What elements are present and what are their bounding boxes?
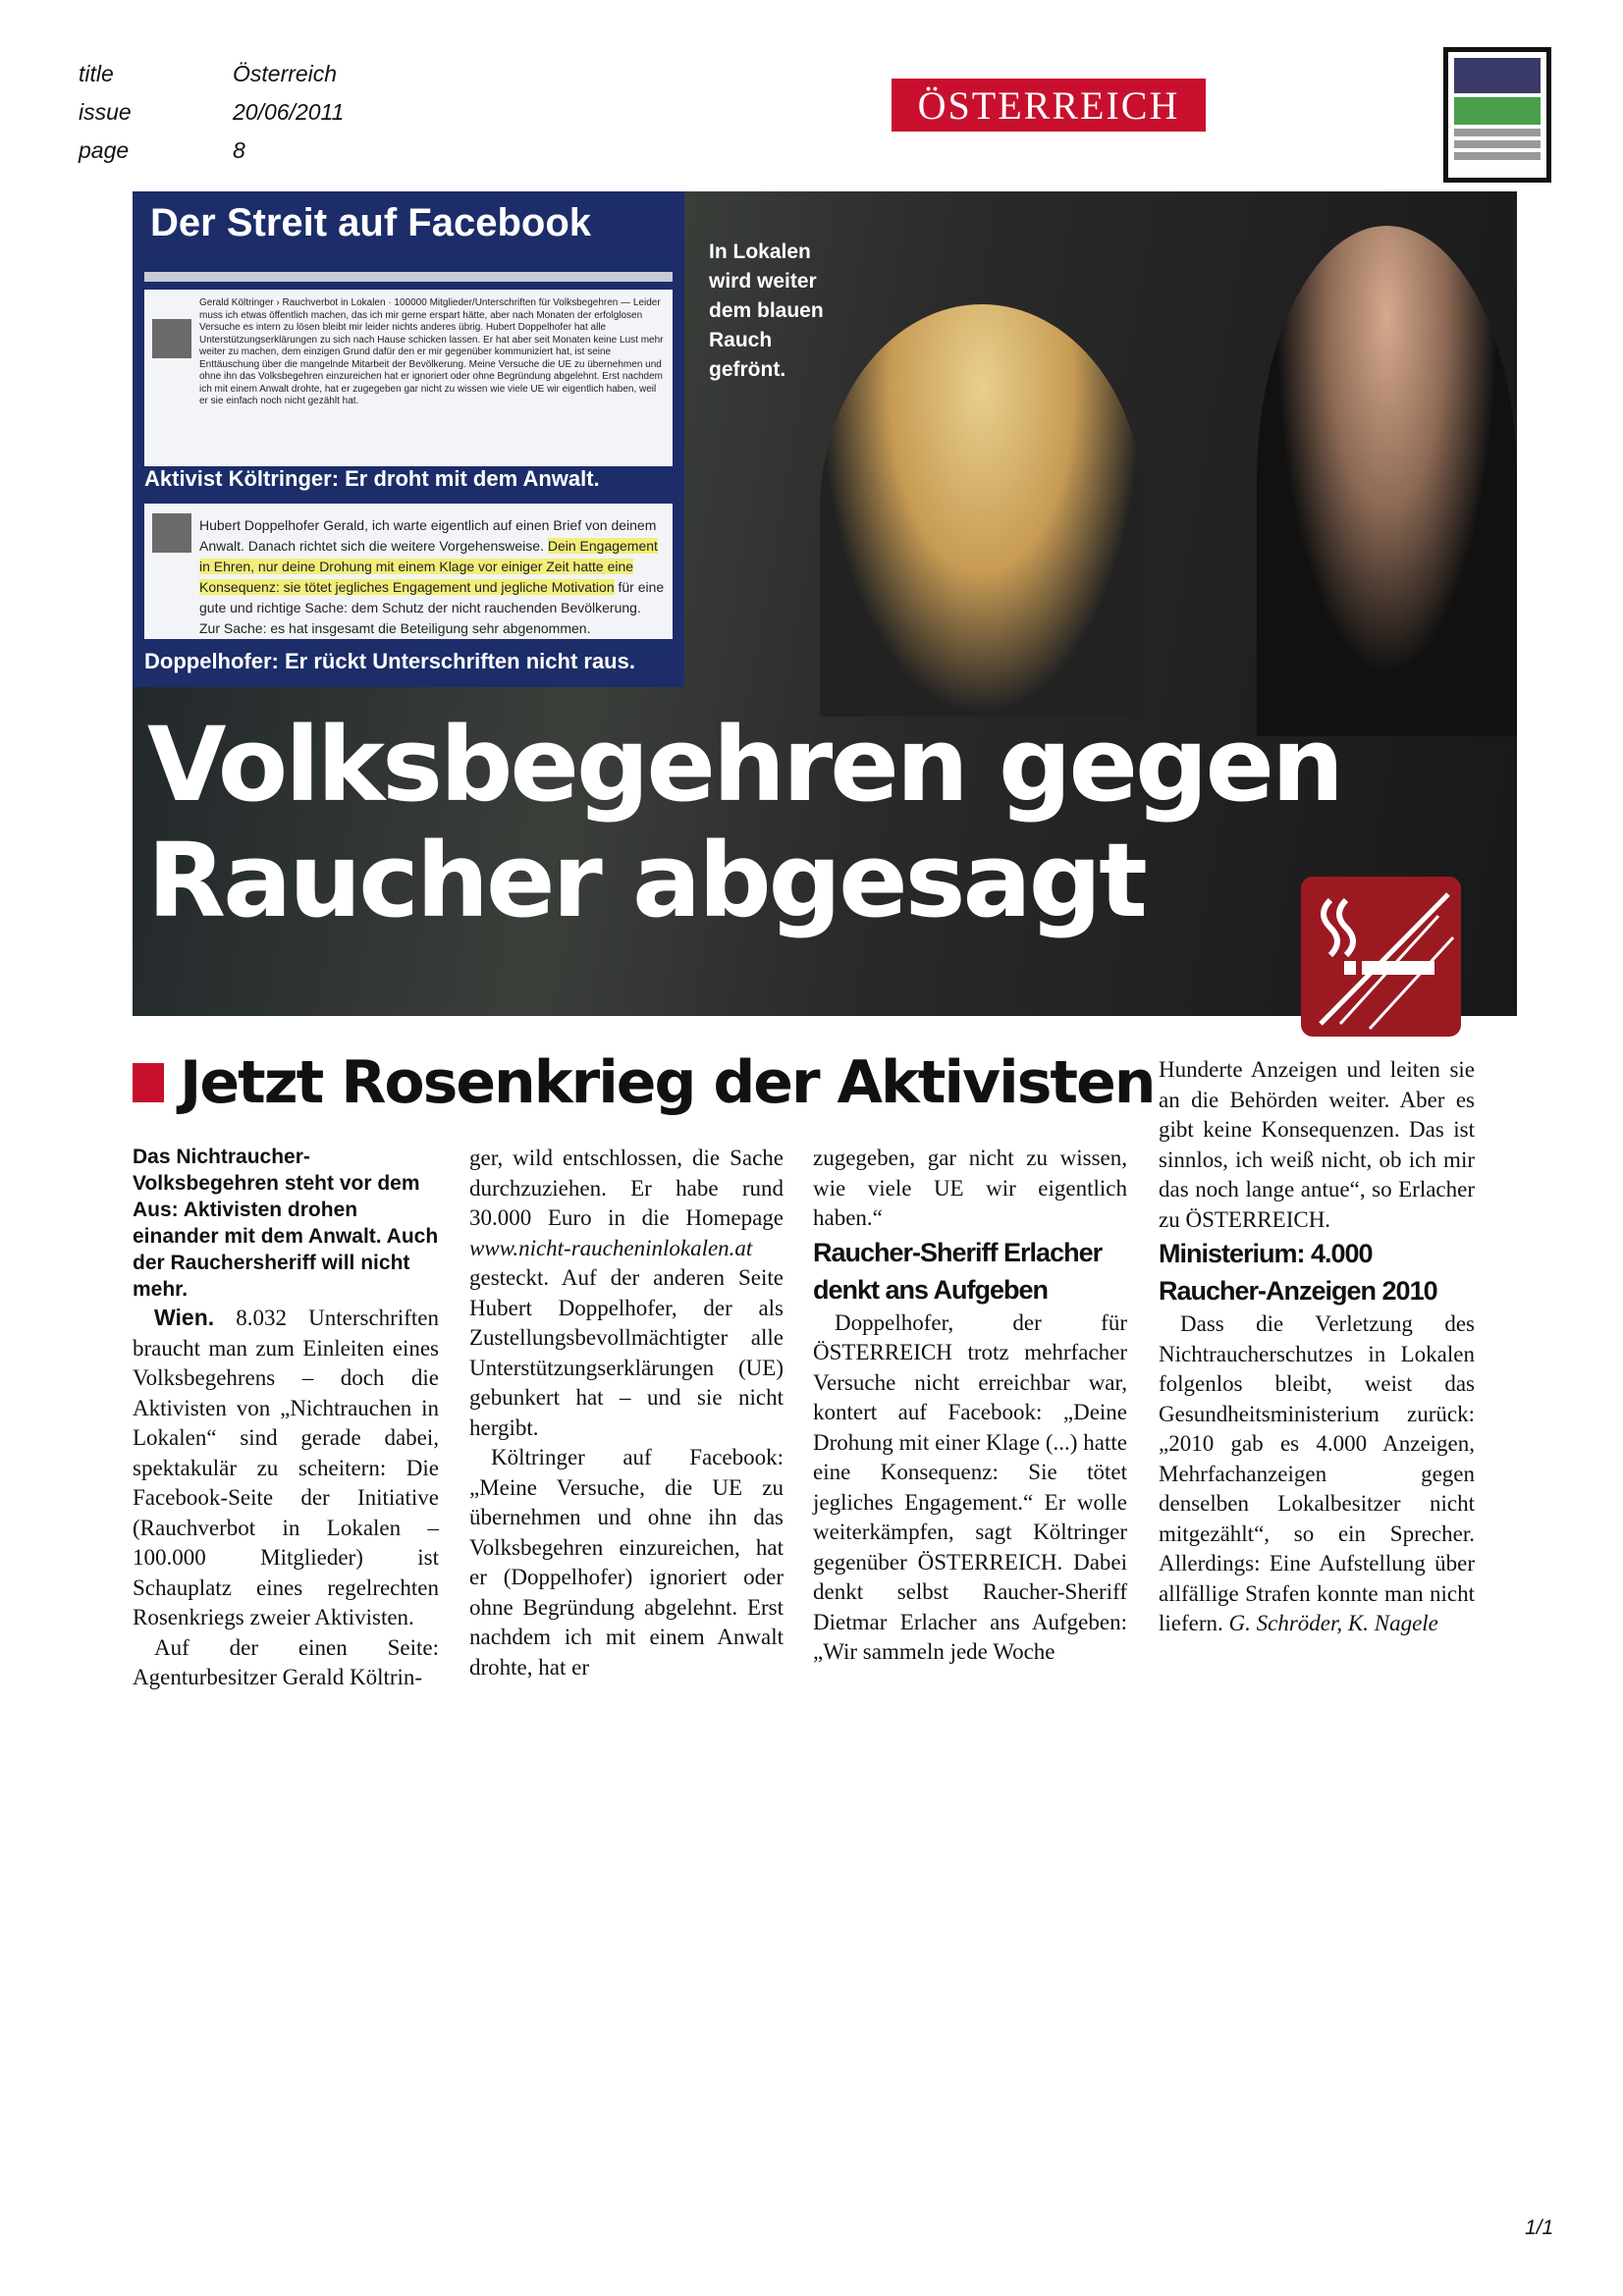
photo-caption: In Lokalen wird weiter dem blauen Rauch gefrönt. <box>709 240 824 381</box>
subheadline-text: Jetzt Rosenkrieg der Aktivisten <box>180 1048 1155 1117</box>
reply-text-part: für eine gute und richtige Sache: dem Schutz der nicht rauchenden Bevölkerung. Zur Sache: es hat insgesamt die Beteiligung sehr abgenommen. <box>199 579 665 636</box>
paragraph-text: gesteckt. Auf der anderen Seite Hubert Doppelhofer, der als Zustellungsbevollmächtigter alle Unterstützungserklärungen (UE) gebunkert hat – und sie nicht hergibt. <box>469 1265 784 1440</box>
article-paragraph: Költringer auf Facebook: „Meine Versuche, die UE zu übernehmen und ohne ihn das Volksbegehren einzureichen, hat er (Doppelhofer) ignoriert oder ohne Begründung abgelehnt. Erst nachdem ich mit einem Anwalt drohte, hat er <box>469 1445 784 1680</box>
photo-woman-smoking <box>820 304 1144 717</box>
article-lead: Das Nichtraucher-Volksbegehren steht vor dem Aus: Aktivisten drohen einander mit dem Anwalt. Auch der Rauchersheriff will nicht mehr. <box>133 1146 439 1301</box>
homepage-url: www.nicht-raucheninlokalen.at <box>469 1235 753 1260</box>
avatar <box>152 513 191 553</box>
page-value: 8 <box>233 137 245 163</box>
title-label: title <box>79 61 114 86</box>
reply-text-part: Hubert Doppelhofer Gerald, ich warte eigentlich auf einen Brief von deinem Anwalt. Danach richtet sich die weitere Vorgehensweise. <box>199 517 657 554</box>
facebook-caption-koeltringer: Aktivist Költringer: Er droht mit dem Anwalt. <box>144 466 600 491</box>
article-paragraph <box>1159 1309 1475 1639</box>
title-value: Österreich <box>233 61 338 86</box>
facebook-post-text: Gerald Költringer › Rauchverbot in Lokalen · 100000 Mitglieder/Unterschriften für Volksbegehren — Leider muss ich etwas öffentlich machen, das ich mir gerne erspart hätte, aber nach Monaten der erfolglosen Versuche es intern zu lösen bleibt mir leider nichts anderes übrig. Hubert Doppelhofer hat alle Unterstützungserklärungen zu sich nach Hause schicken lassen. Er hat aber seit Monaten keine Lust mehr weiter zu machen, dem einzigen Grund dafür den er mir gegenüber kommuniziert hat, ist seine Enttäuschung über die mangelnde Mitarbeit der Bevölkerung. Meine Versuche die UE zu übernehmen und ohne ihn das Volksbegehren einzureichen hat er ignoriert oder ohne Begründung abgelehnt. Erst nachdem ich mit einem Anwalt drohte, hat er zugegeben gar nicht zu wissen wie viele UE wir eigentlich haben, weil er sie einfach noch nicht gezählt hat. <box>199 297 664 406</box>
article-column-4 <box>1159 1055 1475 1639</box>
article-paragraph <box>469 1144 784 1443</box>
no-smoking-icon <box>1301 877 1461 1037</box>
photo-man <box>1257 226 1517 736</box>
no-smoking-icon-graphic <box>1301 877 1461 1037</box>
thumbnail-line <box>1454 152 1541 160</box>
document-meta <box>79 55 344 170</box>
paragraph-text: 8.032 Unterschriften braucht man zum Einleiten eines Volksbegehrens – doch die Aktivisten von „Nichtrauchen in Lokalen“ sind gerade dabei, spektakulär zu scheitern: Die Facebook-Seite der Initiative (Rauchverbot in Lokalen – 100.000 Mitglieder) ist Schauplatz eines regelrechten Rosenkriegs zweier Aktivisten. <box>133 1306 439 1629</box>
headline-line: Volksbegehren gegen <box>147 705 1342 825</box>
article-paragraph: zugegeben, gar nicht zu wissen, wie viele UE wir eigentlich haben.“ <box>813 1146 1127 1230</box>
article-column-1 <box>133 1144 439 1693</box>
newspaper-logo: ÖSTERREICH <box>892 79 1206 132</box>
headline <box>147 707 1341 938</box>
thumbnail-block <box>1454 58 1541 93</box>
dateline: Wien. <box>154 1305 215 1330</box>
paragraph-text: Dass die Verletzung des Nichtraucherschutzes in Lokalen folgenlos bleibt, weist das Gesundheitsministerium zurück: „2010 gab es 4.000 Anzeigen, Mehrfachanzeigen gegen denselben Lokalbesitzer nicht mitgezählt“, so ein Sprecher. Allerdings: Eine Aufstellung über allfällige Strafen konnte man nicht liefern. <box>1159 1311 1475 1635</box>
facebook-panel-title: Der Streit auf Facebook <box>150 201 592 244</box>
article-paragraph <box>133 1303 439 1633</box>
avatar <box>152 319 191 358</box>
intertitle: Ministerium: 4.000 Raucher-Anzeigen 2010 <box>1159 1239 1437 1306</box>
thumbnail-line <box>1454 129 1541 136</box>
subheadline-marker <box>133 1063 164 1102</box>
subheadline <box>133 1048 1155 1117</box>
article-paragraph: Hunderte Anzeigen und leiten sie an die Behörden weiter. Aber es gibt keine Konsequenzen. Das ist sinnlos, ich weiß nicht, ob ich mir das noch lange antue“, so Erlacher zu ÖSTERREICH. <box>1159 1057 1475 1232</box>
article-column-3 <box>813 1144 1127 1668</box>
article-paragraph: Doppelhofer, der für ÖSTERREICH trotz mehrfacher Versuche nicht erreichbar war, kontert auf Facebook: „Deine Drohung mit einer Klage (...) hatte eine Konsequenz: Sie tötet jegliches Engagement.“ Er wolle weiterkämpfen, sagt Költringer gegenüber ÖSTERREICH. Dabei denkt selbst Raucher-Sheriff Dietmar Erlacher ans Aufgeben: „Wir sammeln jede Woche <box>813 1309 1127 1664</box>
byline: G. Schröder, K. Nagele <box>1222 1611 1438 1635</box>
facebook-header-strip <box>144 272 673 282</box>
reply-highlight: Dein Engagement in Ehren, nur deine Drohung mit einem Klage vor einiger Zeit hatte eine Konsequenz: sie tötet jegliches Engagement und jegliche Motivation <box>199 538 658 595</box>
facebook-post-koeltringer <box>144 290 673 466</box>
article-paragraph: Auf der einen Seite: Agenturbesitzer Gerald Költrin- <box>133 1634 439 1689</box>
facebook-reply-text <box>199 515 665 639</box>
page-counter: 1/1 <box>1525 2216 1554 2239</box>
thumbnail-block <box>1454 97 1541 125</box>
article-column-2 <box>469 1144 784 1682</box>
issue-label: issue <box>79 99 132 125</box>
headline-line: Raucher abgesagt <box>147 821 1145 940</box>
thumbnail-line <box>1454 140 1541 148</box>
page-label: page <box>79 137 130 163</box>
facebook-caption-doppelhofer: Doppelhofer: Er rückt Unterschriften nicht raus. <box>144 649 635 673</box>
issue-value: 20/06/2011 <box>233 99 345 125</box>
paragraph-text: ger, wild entschlossen, die Sache durchzuziehen. Er habe rund 30.000 Euro in die Homepage <box>469 1146 784 1230</box>
facebook-screenshot-panel <box>133 191 684 687</box>
facebook-post-doppelhofer <box>144 504 673 639</box>
page-thumbnail[interactable] <box>1443 47 1551 183</box>
intertitle: Raucher-Sheriff Erlacher denkt ans Aufgeben <box>813 1237 1103 1305</box>
